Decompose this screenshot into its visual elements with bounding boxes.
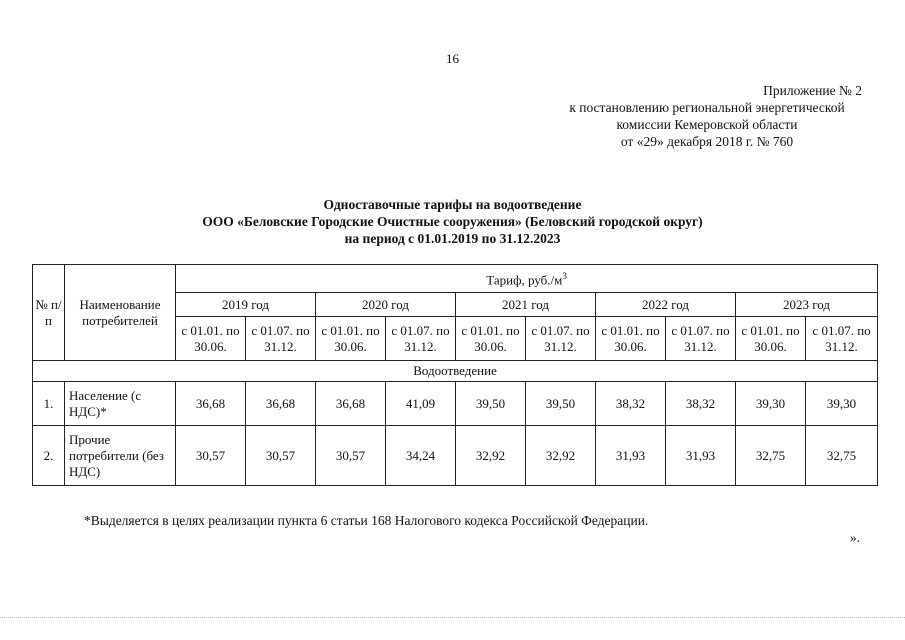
header-name: Наименование потребителей — [65, 265, 176, 361]
bottom-divider — [0, 617, 905, 618]
table-row — [33, 426, 878, 486]
tariff-value: 39,50 — [456, 382, 526, 426]
title-line-3: на период с 01.01.2019 по 31.12.2023 — [344, 231, 561, 246]
header-num: № п/п — [33, 265, 65, 361]
period-header: с 01.01. по 30.06. — [316, 317, 386, 361]
period-header: с 01.07. по 31.12. — [666, 317, 736, 361]
tariff-value: 36,68 — [246, 382, 316, 426]
tariff-value: 39,30 — [736, 382, 806, 426]
header-tariff-sup: 3 — [562, 271, 567, 282]
row-number: 1. — [33, 382, 65, 426]
tariff-value: 36,68 — [176, 382, 246, 426]
tariff-value: 34,24 — [386, 426, 456, 486]
year-header: 2023 год — [736, 293, 878, 317]
tariff-value: 38,32 — [596, 382, 666, 426]
tariff-value: 32,92 — [456, 426, 526, 486]
period-header: с 01.01. по 30.06. — [736, 317, 806, 361]
appendix-line-3: комиссии Кемеровской области — [616, 117, 798, 132]
appendix-block — [542, 82, 872, 150]
page-number: 16 — [446, 51, 459, 66]
title-line-2: ООО «Беловские Городские Очистные сооружения» (Беловский городской округ) — [202, 214, 703, 229]
section-label: Водоотведение — [33, 361, 878, 382]
tariff-value: 38,32 — [666, 382, 736, 426]
tariff-value: 36,68 — [316, 382, 386, 426]
consumer-name: Население (с НДС)* — [65, 382, 176, 426]
year-header: 2019 год — [176, 293, 316, 317]
tariff-value: 32,75 — [736, 426, 806, 486]
header-row-tariff — [33, 265, 878, 293]
tariff-value: 39,50 — [526, 382, 596, 426]
tariff-value: 32,75 — [806, 426, 878, 486]
tariff-value: 31,93 — [666, 426, 736, 486]
title-line-1: Одноставочные тарифы на водоотведение — [323, 197, 582, 212]
period-header: с 01.07. по 31.12. — [246, 317, 316, 361]
year-header: 2022 год — [596, 293, 736, 317]
footnote: *Выделяется в целях реализации пункта 6 статьи 168 Налогового кодекса Российской Федерации. — [84, 513, 649, 528]
tariff-value: 32,92 — [526, 426, 596, 486]
tariff-value: 30,57 — [316, 426, 386, 486]
header-tariff-label: Тариф, руб./м — [486, 272, 563, 288]
tariff-value: 41,09 — [386, 382, 456, 426]
appendix-line-1: Приложение № 2 — [763, 83, 862, 98]
header-tariff — [176, 265, 878, 293]
tariff-value: 30,57 — [246, 426, 316, 486]
appendix-line-4: от «29» декабря 2018 г. № 760 — [620, 134, 794, 149]
year-header: 2021 год — [456, 293, 596, 317]
document-title — [0, 196, 905, 247]
period-header: с 01.07. по 31.12. — [386, 317, 456, 361]
tariff-value: 30,57 — [176, 426, 246, 486]
year-header: 2020 год — [316, 293, 456, 317]
section-row — [33, 361, 878, 382]
tariff-table — [32, 264, 878, 486]
tariff-value: 31,93 — [596, 426, 666, 486]
appendix-line-2: к постановлению региональной энергетической — [569, 100, 845, 115]
period-header: с 01.07. по 31.12. — [526, 317, 596, 361]
row-number: 2. — [33, 426, 65, 486]
period-header: с 01.07. по 31.12. — [806, 317, 878, 361]
period-header: с 01.01. по 30.06. — [176, 317, 246, 361]
period-header: с 01.01. по 30.06. — [456, 317, 526, 361]
tariff-value: 39,30 — [806, 382, 878, 426]
period-header: с 01.01. по 30.06. — [596, 317, 666, 361]
table-row — [33, 382, 878, 426]
consumer-name: Прочие потребители (без НДС) — [65, 426, 176, 486]
closing-quote: ». — [849, 530, 860, 545]
